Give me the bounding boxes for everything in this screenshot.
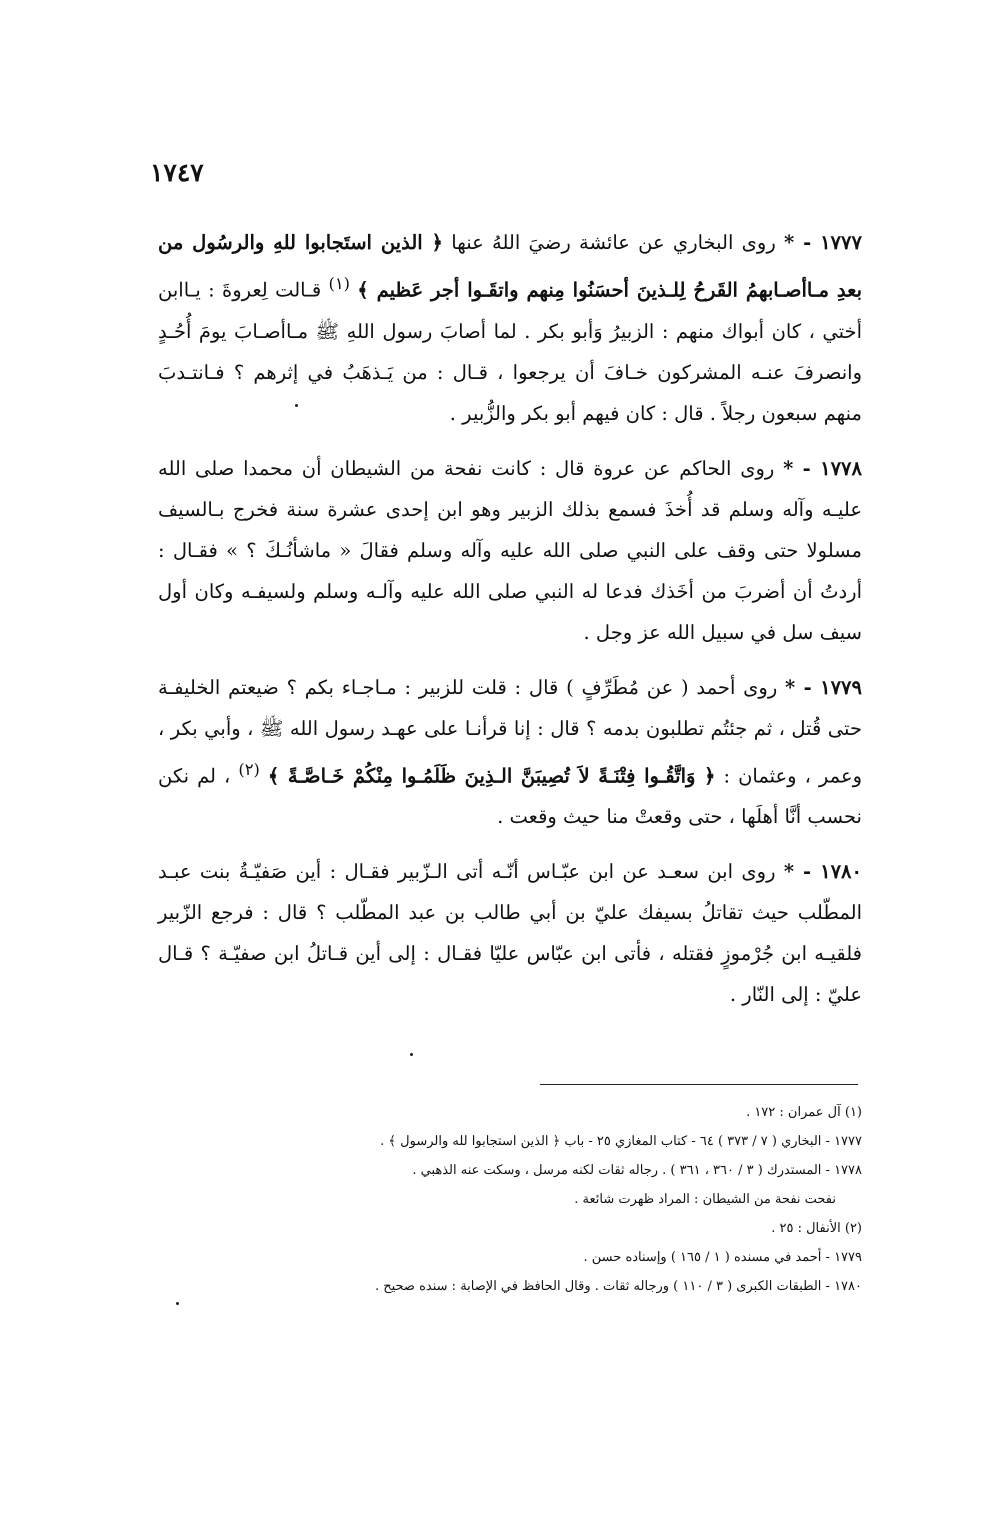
hadith-number: ١٧٧٨ - * xyxy=(783,456,863,480)
hadith-number: ١٧٧٧ - * xyxy=(784,231,862,254)
footnote-1778-note: نفحت نفحة من الشيطان : المراد ظهرت شائعة . xyxy=(574,1192,836,1207)
hadith-lead: روى أحمد ( عن مُطَرِّفٍ ) قال : قلت للزبير : مـاجـاء بكم ؟ ضيعتم الخليفـة حتى قُتل ، ثم جئتُم تطلبون بدمه ؟ قال : إنا قرأنـا على عهـد رسول الله ﷺ ، وأبي بكر ، وعمر ، وعثمان : xyxy=(158,675,862,787)
hadith-number: ١٧٨٠ - * xyxy=(783,860,862,883)
main-text xyxy=(158,222,862,1029)
scan-speck xyxy=(295,404,298,407)
hadith-text: روى الحاكم عن عروة قال : كانت نفحة من الشيطان أن محمدا صلى الله عليـه وآله وسلم قد أُخذَ فسمع بذلك الزبير وهو ابن إحدى عشرة سنة فخرج بـالسيف مسلولا حتى وقف على النبي صلى الله عليه وآله وسلم فقالَ « ماشأنُـكَ ؟ » فقـال : أردتُ أن أضربَ من أخَذك فدعا له النبي صلى الله عليه وآلـه وسلم ولسيفـه وكان أول سيف سل في سبيل الله عز وجل . xyxy=(158,456,862,644)
hadith-text: قـالت لِعروةَ : يـاابن أختي ، كان أبواك منهم : الزبيرُ وَأبو بكر . لما أصابَ رسول اللهِ ﷺ مـاأصـابَ يومَ أُحُـدٍ وانصرفَ عنـه المشركون خـافَ أن يرجعوا ، قـال : من يَـذهَبُ في إثرهم ؟ فـانتـدبَ منهم سبعون رجلاً . قال : كان فيهم أبو بكر والزُّبير . xyxy=(158,278,862,425)
hadith-lead: روى البخاري عن عائشة رضيَ اللهُ عنها xyxy=(451,231,776,254)
hadith-1777 xyxy=(158,222,862,434)
quran-quote: ﴿ الذين استَجابوا للهِ والرسُول من بعدِ مـاأصـابهمُ القَرحُ لِلـذينَ أحسَنُوا مِنهم واتقَـوا أجر عَظيم ﴾ xyxy=(158,231,862,302)
quran-quote: ﴿ وَاتَّقُـوا فِتْنَـةً لاَ تُصِيبَنَّ الـذِينَ ظَلَمُـوا مِنْكُمْ خَـاصَّـةً ﴾ xyxy=(267,764,716,787)
hadith-text: ، لم نكن نحسب أنَّا أهلَها ، حتى وقعتْ منا حيث وقعت . xyxy=(158,764,862,828)
footnote-1777: ١٧٧٧ - البخاري ( ٧ / ٣٧٣ ) ٦٤ - كتاب المغازي ٢٥ - باب ﴿ الذين استجابوا لله والرسول ﴾ . xyxy=(380,1134,862,1149)
footnote-1778: ١٧٧٨ - المستدرك ( ٣ / ٣٦٠ ، ٣٦١ ) . رجاله ثقات لكنه مرسل ، وسكت عنه الذهبي . xyxy=(412,1163,862,1178)
footnote-2: (٢) الأنفال : ٢٥ . xyxy=(771,1221,862,1236)
hadith-1780 xyxy=(158,851,862,1015)
scan-speck xyxy=(176,1302,179,1305)
hadith-text: روى ابن سعـد عن ابن عبّـاس أنّـه أتى الـزّبير فقـال : أين صَفيّـةُ بنت عبـد المطّلب حيث تقاتلُ بسيفك عليّ بن أبي طالب بن عبد المطّلب ؟ قال : فرجع الزّبير فلقيـه ابن جُرْموزٍ فقتله ، فأتى ابن عبّاس عليّا فقـال : إلى أين قـاتلُ ابن صفيّـة ؟ قـال عليّ : إلى النّار . xyxy=(158,860,862,1006)
hadith-number: ١٧٧٩ - * xyxy=(785,675,862,699)
footnote-ref: (١) xyxy=(328,274,350,293)
page-number: ١٧٤٧ xyxy=(150,158,204,187)
footnote-divider xyxy=(540,1084,858,1085)
footnote-ref: (٢) xyxy=(238,759,260,779)
scan-speck xyxy=(410,1053,413,1056)
footnotes xyxy=(200,1098,862,1301)
hadith-1778 xyxy=(158,448,862,653)
footnote-1: (١) آل عمران : ١٧٢ . xyxy=(746,1105,862,1120)
footnote-1779: ١٧٧٩ - أحمد في مسنده ( ١ / ١٦٥ ) وإسناده حسن . xyxy=(583,1250,862,1265)
hadith-1779 xyxy=(158,667,862,838)
footnote-1780: ١٧٨٠ - الطبقات الكبرى ( ٣ / ١١٠ ) ورجاله ثقات . وقال الحافظ في الإصابة : سنده صحيح . xyxy=(374,1279,862,1294)
